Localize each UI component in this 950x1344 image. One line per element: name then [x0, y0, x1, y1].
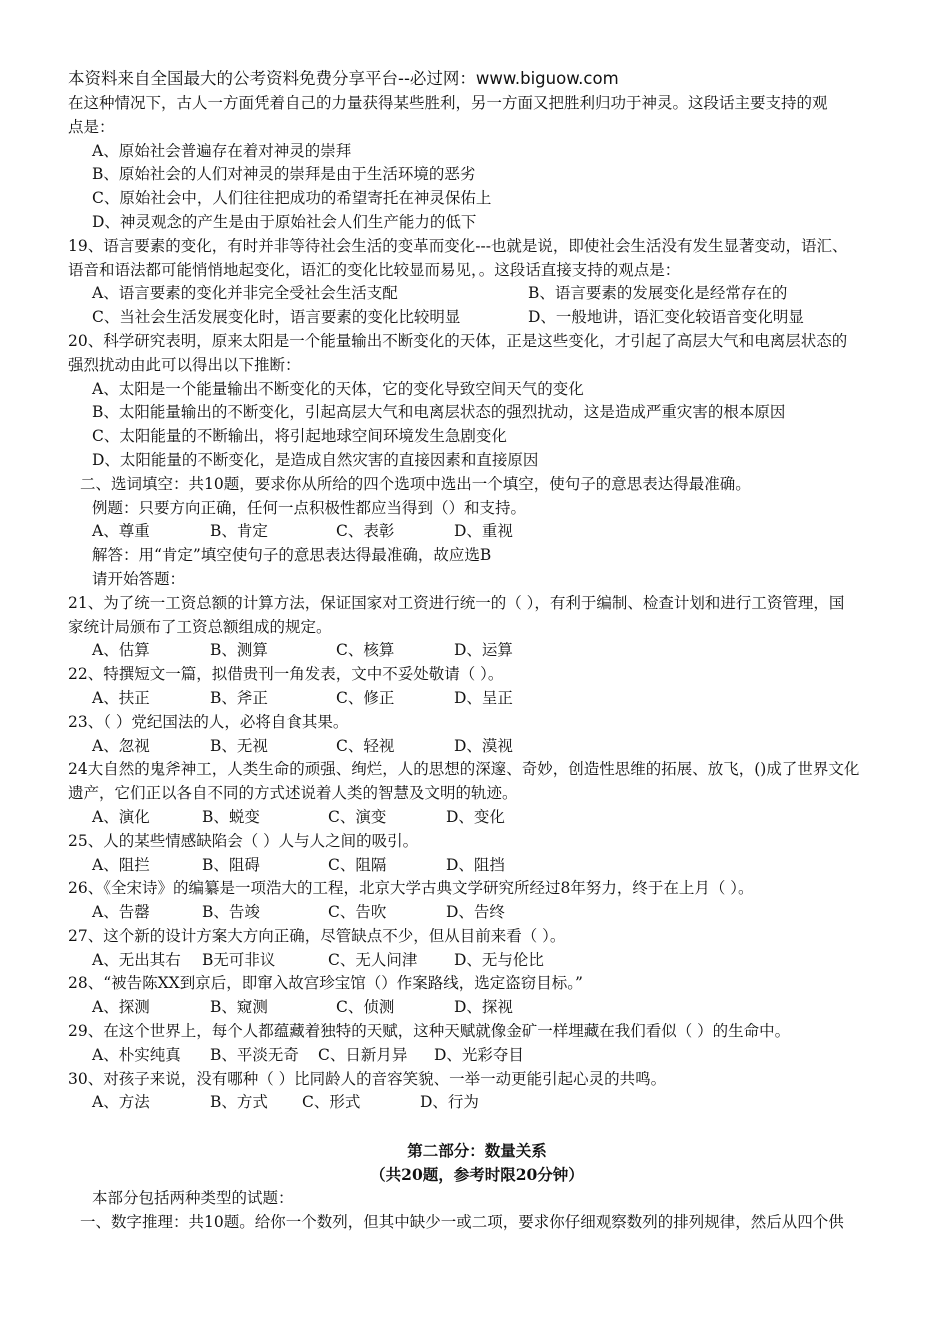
q22-option-d: D、呈正 [454, 688, 513, 707]
section2-example-options [68, 520, 886, 544]
q18-option-a: A、原始社会普遍存在着对神灵的崇拜 [92, 141, 352, 160]
q24-option-d: D、变化 [446, 807, 505, 826]
q30-option-c: C、形式 [302, 1093, 361, 1112]
q24-stem-line2: 遗产，它们正以各自不同的方式述说着人类的智慧及文明的轨迹。 [68, 784, 518, 803]
q20-stem-line2: 强烈扰动由此可以得出以下推断： [68, 355, 301, 374]
q22-options [68, 687, 886, 711]
q26-option-b: B、告竣 [202, 903, 260, 922]
q29-stem: 29、在这个世界上，每个人都蕴藏着独特的天赋，这种天赋就像金矿一样埋藏在我们看似（ ）的生命中。 [68, 1022, 791, 1041]
q18-stem-line2: 点是： [68, 117, 115, 136]
q20-option-d: D、太阳能量的不断变化，是造成自然灾害的直接因素和直接原因 [92, 450, 539, 469]
q21-option-b: B、测算 [210, 641, 268, 660]
q25-option-c: C、阻隔 [328, 855, 387, 874]
q30-stem: 30、对孩子来说，没有哪种（ ）比同龄人的音容笑貌、一举一动更能引起心灵的共鸣。 [68, 1069, 667, 1088]
part2-intro: 本部分包括两种类型的试题： [92, 1188, 294, 1207]
q19-option-c: C、当社会生活发展变化时，语言要素的变化比较明显 [92, 308, 461, 327]
q28-option-d: D、探视 [454, 998, 513, 1017]
q26-option-c: C、告吹 [328, 903, 387, 922]
q28-stem: 28、“被告陈XX到京后，即窜入故宫珍宝馆（）作案路线，选定盗窃目标。” [68, 974, 583, 993]
q28-option-c: C、侦测 [336, 998, 395, 1017]
q20-option-a: A、太阳是一个能量输出不断变化的天体，它的变化导致空间天气的变化 [92, 379, 584, 398]
source-header: 本资料来自全国最大的公考资料免费分享平台--必过网：www.biguow.com [68, 69, 619, 88]
q19-option-a: A、语言要素的变化并非完全受社会生活支配 [92, 284, 398, 303]
q25-stem: 25、人的某些情感缺陷会（ ）人与人之间的吸引。 [68, 831, 419, 850]
q19-option-d: D、一般地讲，语汇变化较语音变化明显 [528, 308, 804, 327]
q25-option-b: B、阻碍 [202, 855, 260, 874]
q27-option-a: A、无出其右 [92, 950, 181, 969]
q19-stem-line1: 19、语言要素的变化，有时并非等待社会生活的变革而变化---也就是说，即使社会生活没有发生显著变动，语汇、 [68, 236, 848, 255]
q23-option-b: B、无视 [210, 736, 268, 755]
q26-stem: 26、《全宋诗》的编纂是一项浩大的工程，北京大学古典文学研究所经过8年努力，终于在上月（ ）。 [68, 879, 754, 898]
q24-option-b: B、蜕变 [202, 807, 260, 826]
q27-stem: 27、这个新的设计方案大方向正确，尽管缺点不少，但从目前来看（ ）。 [68, 926, 566, 945]
q29-options [68, 1044, 886, 1068]
q21-option-d: D、运算 [454, 641, 513, 660]
q28-option-b: B、窥测 [210, 998, 268, 1017]
part2-subtitle: （共20题，参考时限20分钟） [370, 1165, 584, 1185]
q25-option-d: D、阻挡 [446, 855, 505, 874]
q27-option-c: C、无人问津 [328, 950, 418, 969]
q23-options [68, 735, 886, 759]
q18-option-b: B、原始社会的人们对神灵的崇拜是由于生活环境的恶劣 [92, 165, 476, 184]
q28-option-a: A、探测 [92, 998, 150, 1017]
example-option-b: B、肯定 [210, 522, 268, 541]
example-option-a: A、尊重 [92, 522, 150, 541]
q29-option-b: B、平淡无奇 [210, 1045, 299, 1064]
q23-option-a: A、忽视 [92, 736, 150, 755]
q27-option-d: D、无与伦比 [454, 950, 544, 969]
example-option-c: C、表彰 [336, 522, 395, 541]
q24-stem-line1: 24大自然的鬼斧神工，人类生命的顽强、绚烂，人的思想的深邃、奇妙，创造性思维的拓展、放飞，()成了世界文化 [68, 760, 860, 779]
q21-stem-line2: 家统计局颁布了工资总额组成的规定。 [68, 617, 332, 636]
q29-option-a: A、朴实纯真 [92, 1045, 181, 1064]
q19-option-b: B、语言要素的发展变化是经常存在的 [528, 284, 788, 303]
q28-options [68, 996, 886, 1020]
q21-stem-line1: 21、为了统一工资总额的计算方法，保证国家对工资进行统一的（ ），有利于编制、检查计划和进行工资管理，国 [68, 593, 845, 612]
q19-stem-line2: 语音和语法都可能悄悄地起变化，语汇的变化比较显而易见，。这段话直接支持的观点是： [68, 260, 681, 279]
q22-option-b: B、斧正 [210, 688, 268, 707]
spacer [68, 1115, 886, 1139]
q18-option-d: D、神灵观念的产生是由于原始社会人们生产能力的低下 [92, 212, 477, 231]
part2-item1: 一、数字推理：共10题。给你一个数列，但其中缺少一或二项，要求你仔细观察数列的排列规律，然后从四个供 [80, 1212, 844, 1231]
q19-options-row2 [68, 306, 886, 330]
q25-options [68, 854, 886, 878]
q26-option-a: A、告罄 [92, 903, 150, 922]
q30-option-a: A、方法 [92, 1093, 150, 1112]
q29-option-c: C、日新月异 [318, 1045, 408, 1064]
example-option-d: D、重视 [454, 522, 513, 541]
q23-option-c: C、轻视 [336, 736, 395, 755]
section2-start: 请开始答题： [92, 569, 186, 588]
q24-option-c: C、演变 [328, 807, 387, 826]
q20-stem-line1: 20、科学研究表明，原来太阳是一个能量输出不断变化的天体，正是这些变化，才引起了高层大气和电离层状态的 [68, 331, 848, 350]
q30-option-b: B、方式 [210, 1093, 268, 1112]
q27-option-b: B无可非议 [202, 950, 276, 969]
q24-option-a: A、演化 [92, 807, 150, 826]
q25-option-a: A、阻拦 [92, 855, 150, 874]
q24-options [68, 806, 886, 830]
q29-option-d: D、光彩夺目 [434, 1045, 524, 1064]
q21-option-c: C、核算 [336, 641, 395, 660]
q22-stem: 22、特撰短文一篇，拟借贵刊一角发表，文中不妥处敬请（ ）。 [68, 665, 504, 684]
q18-stem-line1: 在这种情况下，古人一方面凭着自己的力量获得某些胜利，另一方面又把胜利归功于神灵。这段话主要支持的观 [68, 94, 828, 112]
q21-options [68, 639, 886, 663]
q23-option-d: D、漠视 [454, 736, 513, 755]
q23-stem: 23、（ ）党纪国法的人，必将自食其果。 [68, 712, 349, 731]
q20-option-b: B、太阳能量输出的不断变化，引起高层大气和电离层状态的强烈扰动，这是造成严重灾害的根本原因 [92, 403, 786, 422]
q20-option-c: C、太阳能量的不断输出，将引起地球空间环境发生急剧变化 [92, 427, 507, 446]
section2-title: 二、选词填空：共10题，要求你从所给的四个选项中选出一个填空，使句子的意思表达得最准确。 [80, 474, 751, 493]
part2-title: 第二部分：数量关系 [407, 1141, 547, 1161]
q26-options [68, 901, 886, 925]
document-page [68, 66, 886, 1234]
q27-options [68, 949, 886, 973]
q22-option-c: C、修正 [336, 688, 395, 707]
section2-example: 例题：只要方向正确，任何一点积极性都应当得到（）和支持。 [92, 498, 527, 517]
q19-options-row1 [68, 282, 886, 306]
q26-option-d: D、告终 [446, 903, 505, 922]
q30-options [68, 1091, 886, 1115]
q18-option-c: C、原始社会中，人们往往把成功的希望寄托在神灵保佑上 [92, 189, 492, 208]
q30-option-d: D、行为 [420, 1093, 479, 1112]
q21-option-a: A、估算 [92, 641, 150, 660]
section2-answer: 解答：用“肯定”填空使句子的意思表达得最准确，故应选B [92, 546, 492, 565]
q22-option-a: A、扶正 [92, 688, 150, 707]
